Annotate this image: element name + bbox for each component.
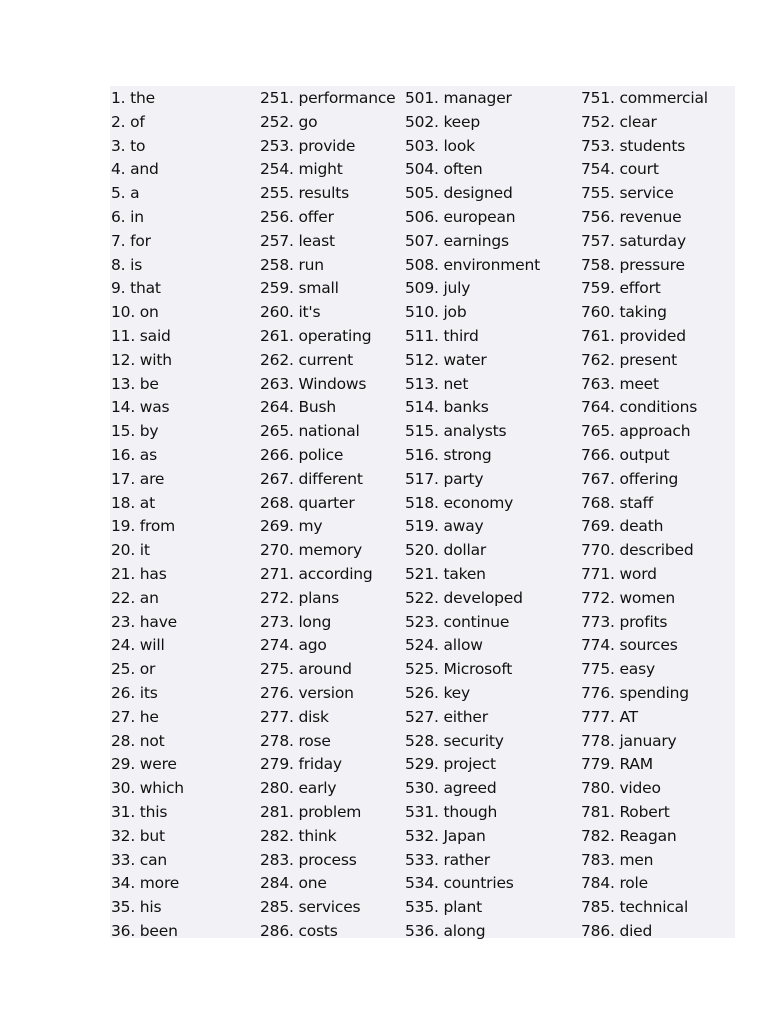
word-entry: 512. water xyxy=(405,350,487,369)
word-entry: 755. service xyxy=(581,184,674,203)
word-entry: 13. be xyxy=(111,374,159,393)
word-entry: 754. court xyxy=(581,160,659,179)
word-entry: 508. environment xyxy=(405,255,540,274)
word-entry: 783. men xyxy=(581,850,654,869)
word-entry: 5. a xyxy=(111,184,140,203)
word-entry: 22. an xyxy=(111,588,159,607)
word-entry: 274. ago xyxy=(260,636,327,655)
word-entry: 509. july xyxy=(405,279,471,298)
word-entry: 27. he xyxy=(111,707,159,726)
word-entry: 279. friday xyxy=(260,755,342,774)
word-entry: 8. is xyxy=(111,255,143,274)
word-entry: 23. have xyxy=(111,612,178,631)
word-entry: 752. clear xyxy=(581,112,657,131)
word-entry: 762. present xyxy=(581,350,677,369)
word-entry: 266. police xyxy=(260,445,344,464)
word-entry: 502. keep xyxy=(405,112,480,131)
word-entry: 251. performance xyxy=(260,89,396,107)
word-entry: 265. national xyxy=(260,422,360,441)
word-entry: 256. offer xyxy=(260,207,334,226)
word-entry: 514. banks xyxy=(405,398,489,417)
word-entry: 513. net xyxy=(405,374,469,393)
word-entry: 30. which xyxy=(111,779,184,798)
word-entry: 767. offering xyxy=(581,469,679,488)
word-entry: 20. it xyxy=(111,541,150,560)
word-entry: 264. Bush xyxy=(260,398,336,417)
word-entry: 511. third xyxy=(405,326,479,345)
word-entry: 19. from xyxy=(111,517,176,536)
word-entry: 530. agreed xyxy=(405,779,497,798)
word-entry: 31. this xyxy=(111,802,168,821)
word-entry: 776. spending xyxy=(581,683,689,702)
word-entry: 273. long xyxy=(260,612,332,631)
word-entry: 779. RAM xyxy=(581,755,653,774)
word-entry: 272. plans xyxy=(260,588,339,607)
word-entry: 531. though xyxy=(405,802,498,821)
word-entry: 759. effort xyxy=(581,279,661,298)
word-entry: 517. party xyxy=(405,469,484,488)
word-entry: 786. died xyxy=(581,921,653,940)
word-entry: 16. as xyxy=(111,445,157,464)
word-entry: 524. allow xyxy=(405,636,483,655)
word-entry: 527. either xyxy=(405,707,488,726)
word-entry: 271. according xyxy=(260,564,373,583)
word-entry: 763. meet xyxy=(581,374,659,393)
word-entry: 282. think xyxy=(260,826,337,845)
word-entry: 784. role xyxy=(581,874,648,893)
word-entry: 771. word xyxy=(581,564,657,583)
word-entry: 269. my xyxy=(260,517,323,536)
word-entry: 518. economy xyxy=(405,493,514,512)
word-entry: 9. that xyxy=(111,279,161,298)
word-entry: 536. along xyxy=(405,921,486,940)
word-entry: 21. has xyxy=(111,564,167,583)
word-entry: 26. its xyxy=(111,683,158,702)
word-entry: 3. to xyxy=(111,136,146,155)
word-entry: 283. process xyxy=(260,850,357,869)
word-column-2 xyxy=(260,87,396,944)
word-entry: 766. output xyxy=(581,445,670,464)
word-entry: 18. at xyxy=(111,493,155,512)
word-entry: 262. current xyxy=(260,350,353,369)
word-entry: 769. death xyxy=(581,517,664,536)
word-entry: 17. are xyxy=(111,469,165,488)
word-entry: 253. provide xyxy=(260,136,356,155)
word-entry: 1. the xyxy=(111,89,155,107)
word-entry: 281. problem xyxy=(260,802,362,821)
word-entry: 257. least xyxy=(260,231,335,250)
word-entry: 757. saturday xyxy=(581,231,686,250)
word-entry: 7. for xyxy=(111,231,151,250)
word-entry: 782. Reagan xyxy=(581,826,677,845)
word-entry: 780. video xyxy=(581,779,661,798)
word-entry: 510. job xyxy=(405,303,467,322)
word-entry: 764. conditions xyxy=(581,398,698,417)
word-entry: 252. go xyxy=(260,112,318,131)
word-entry: 521. taken xyxy=(405,564,486,583)
word-entry: 6. in xyxy=(111,207,144,226)
word-entry: 505. designed xyxy=(405,184,513,203)
word-entry: 15. by xyxy=(111,422,159,441)
word-entry: 507. earnings xyxy=(405,231,509,250)
word-entry: 11. said xyxy=(111,326,171,345)
word-entry: 286. costs xyxy=(260,921,338,940)
word-entry: 529. project xyxy=(405,755,496,774)
word-entry: 4. and xyxy=(111,160,159,179)
word-entry: 268. quarter xyxy=(260,493,355,512)
word-column-1 xyxy=(111,87,184,944)
word-entry: 267. different xyxy=(260,469,363,488)
word-entry: 36. been xyxy=(111,921,178,940)
word-entry: 280. early xyxy=(260,779,337,798)
word-entry: 516. strong xyxy=(405,445,492,464)
word-entry: 501. manager xyxy=(405,89,512,107)
word-entry: 758. pressure xyxy=(581,255,685,274)
word-entry: 261. operating xyxy=(260,326,372,345)
word-entry: 773. profits xyxy=(581,612,668,631)
word-entry: 33. can xyxy=(111,850,168,869)
word-entry: 278. rose xyxy=(260,731,331,750)
word-entry: 534. countries xyxy=(405,874,514,893)
word-entry: 503. look xyxy=(405,136,475,155)
word-entry: 270. memory xyxy=(260,541,363,560)
word-entry: 35. his xyxy=(111,898,162,917)
word-entry: 259. small xyxy=(260,279,339,298)
word-entry: 10. on xyxy=(111,303,159,322)
word-entry: 506. european xyxy=(405,207,516,226)
word-column-3 xyxy=(405,87,540,944)
word-entry: 254. might xyxy=(260,160,343,179)
word-entry: 770. described xyxy=(581,541,694,560)
word-entry: 260. it's xyxy=(260,303,321,322)
word-entry: 522. developed xyxy=(405,588,523,607)
word-entry: 525. Microsoft xyxy=(405,660,513,679)
word-entry: 275. around xyxy=(260,660,352,679)
word-entry: 781. Robert xyxy=(581,802,670,821)
word-entry: 28. not xyxy=(111,731,165,750)
word-entry: 753. students xyxy=(581,136,686,155)
word-entry: 523. continue xyxy=(405,612,510,631)
word-entry: 263. Windows xyxy=(260,374,367,393)
word-entry: 277. disk xyxy=(260,707,329,726)
word-entry: 775. easy xyxy=(581,660,655,679)
word-column-4 xyxy=(581,87,708,944)
word-entry: 14. was xyxy=(111,398,170,417)
word-entry: 24. will xyxy=(111,636,165,655)
word-entry: 32. but xyxy=(111,826,165,845)
word-entry: 761. provided xyxy=(581,326,686,345)
word-entry: 29. were xyxy=(111,755,177,774)
word-entry: 258. run xyxy=(260,255,324,274)
word-entry: 533. rather xyxy=(405,850,490,869)
word-entry: 12. with xyxy=(111,350,172,369)
word-entry: 285. services xyxy=(260,898,361,917)
word-entry: 34. more xyxy=(111,874,180,893)
word-entry: 774. sources xyxy=(581,636,678,655)
word-entry: 515. analysts xyxy=(405,422,507,441)
word-entry: 756. revenue xyxy=(581,207,682,226)
word-entry: 768. staff xyxy=(581,493,654,512)
word-entry: 765. approach xyxy=(581,422,691,441)
word-entry: 520. dollar xyxy=(405,541,487,560)
word-entry: 772. women xyxy=(581,588,676,607)
word-entry: 751. commercial xyxy=(581,89,708,107)
word-entry: 25. or xyxy=(111,660,156,679)
word-entry: 785. technical xyxy=(581,898,689,917)
word-entry: 519. away xyxy=(405,517,484,536)
word-entry: 760. taking xyxy=(581,303,667,322)
word-entry: 778. january xyxy=(581,731,677,750)
word-entry: 504. often xyxy=(405,160,483,179)
word-entry: 528. security xyxy=(405,731,504,750)
word-entry: 777. AT xyxy=(581,707,638,726)
word-entry: 526. key xyxy=(405,683,470,702)
word-entry: 255. results xyxy=(260,184,349,203)
word-entry: 532. Japan xyxy=(405,826,486,845)
word-entry: 535. plant xyxy=(405,898,482,917)
word-entry: 276. version xyxy=(260,683,354,702)
word-entry: 284. one xyxy=(260,874,327,893)
word-entry: 2. of xyxy=(111,112,145,131)
